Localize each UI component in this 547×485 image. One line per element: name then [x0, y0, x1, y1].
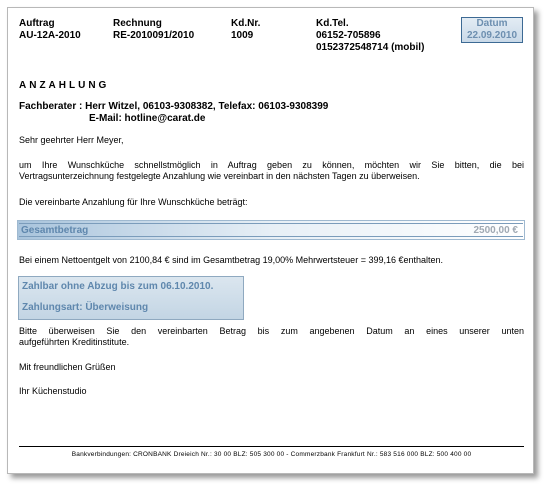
footer-bank-info: Bankverbindungen: CRONBANK Dreieich Nr.: 30 00 BLZ: 505 300 00 - Commerzbank Frankfurt Nr.: 583 516 000 BLZ: 500 400 00: [71, 451, 472, 458]
payment-due: Zahlbar ohne Abzug bis zum 06.10.2010.: [22, 281, 214, 292]
rechnung-label: Rechnung: [113, 18, 162, 29]
payment-info-box: [18, 276, 244, 320]
page-title: ANZAHLUNG: [19, 80, 110, 91]
greeting: Sehr geehrter Herr Meyer,: [19, 135, 124, 145]
rechnung-block: [113, 18, 194, 42]
kdnr-block: [231, 18, 260, 42]
vat-text: Bei einem Nettoentgelt von 2100,84 € sind im Gesamtbetrag 19,00% Mehrwertsteuer = 399,16 €enthalten.: [19, 255, 444, 265]
closing: Mit freundlichen Grüßen: [19, 362, 116, 372]
total-bar-inner: [19, 223, 523, 237]
fachberater-email: E-Mail: hotline@carat.de: [89, 113, 206, 124]
total-amount-bar: [17, 220, 525, 240]
paragraph-line: Bitte überweisen Sie den vereinbarten Betrag bis zum angebenen Datum an eines unserer unten: [19, 326, 524, 336]
kdnr-label: Kd.Nr.: [231, 18, 261, 29]
total-amount: 2500,00 €: [473, 225, 518, 236]
document-page: [7, 7, 534, 474]
date-box: [461, 17, 523, 43]
paragraph-line: Vertragsunterzeichnung festgelegte Anzahlung wie vereinbart in den nächsten Tagen zu überweisen.: [19, 171, 420, 181]
kdtel-block: [316, 18, 424, 54]
paragraph-line: aufgeführten Kreditinstitute.: [19, 337, 130, 347]
fachberater-block: [19, 101, 328, 125]
datum-value: 22.09.2010: [466, 30, 518, 41]
auftrag-block: [19, 18, 81, 42]
paragraph-line: Die vereinbarte Anzahlung für Ihre Wunschküche beträgt:: [19, 197, 248, 207]
rechnung-value: RE-2010091/2010: [113, 30, 195, 41]
kdtel-label: Kd.Tel.: [316, 18, 349, 29]
signature: Ihr Küchenstudio: [19, 386, 87, 396]
kdtel-value: 06152-705896: [316, 30, 381, 41]
kdnr-value: 1009: [231, 30, 254, 41]
payment-method: Zahlungsart: Überweisung: [22, 302, 149, 313]
footer-divider: [19, 446, 524, 447]
kdtel-mobile: 0152372548714 (mobil): [316, 42, 425, 53]
auftrag-value: AU-12A-2010: [19, 30, 81, 41]
fachberater-line: Fachberater : Herr Witzel, 06103-9308382, Telefax: 06103-9308399: [19, 101, 329, 112]
total-label: Gesamtbetrag: [21, 225, 89, 236]
datum-label: Datum: [476, 18, 508, 29]
paragraph-line: um Ihre Wunschküche schnellstmöglich in Auftrag geben zu können, möchten wir Sie bitten, die bei: [19, 160, 524, 170]
auftrag-label: Auftrag: [19, 18, 55, 29]
